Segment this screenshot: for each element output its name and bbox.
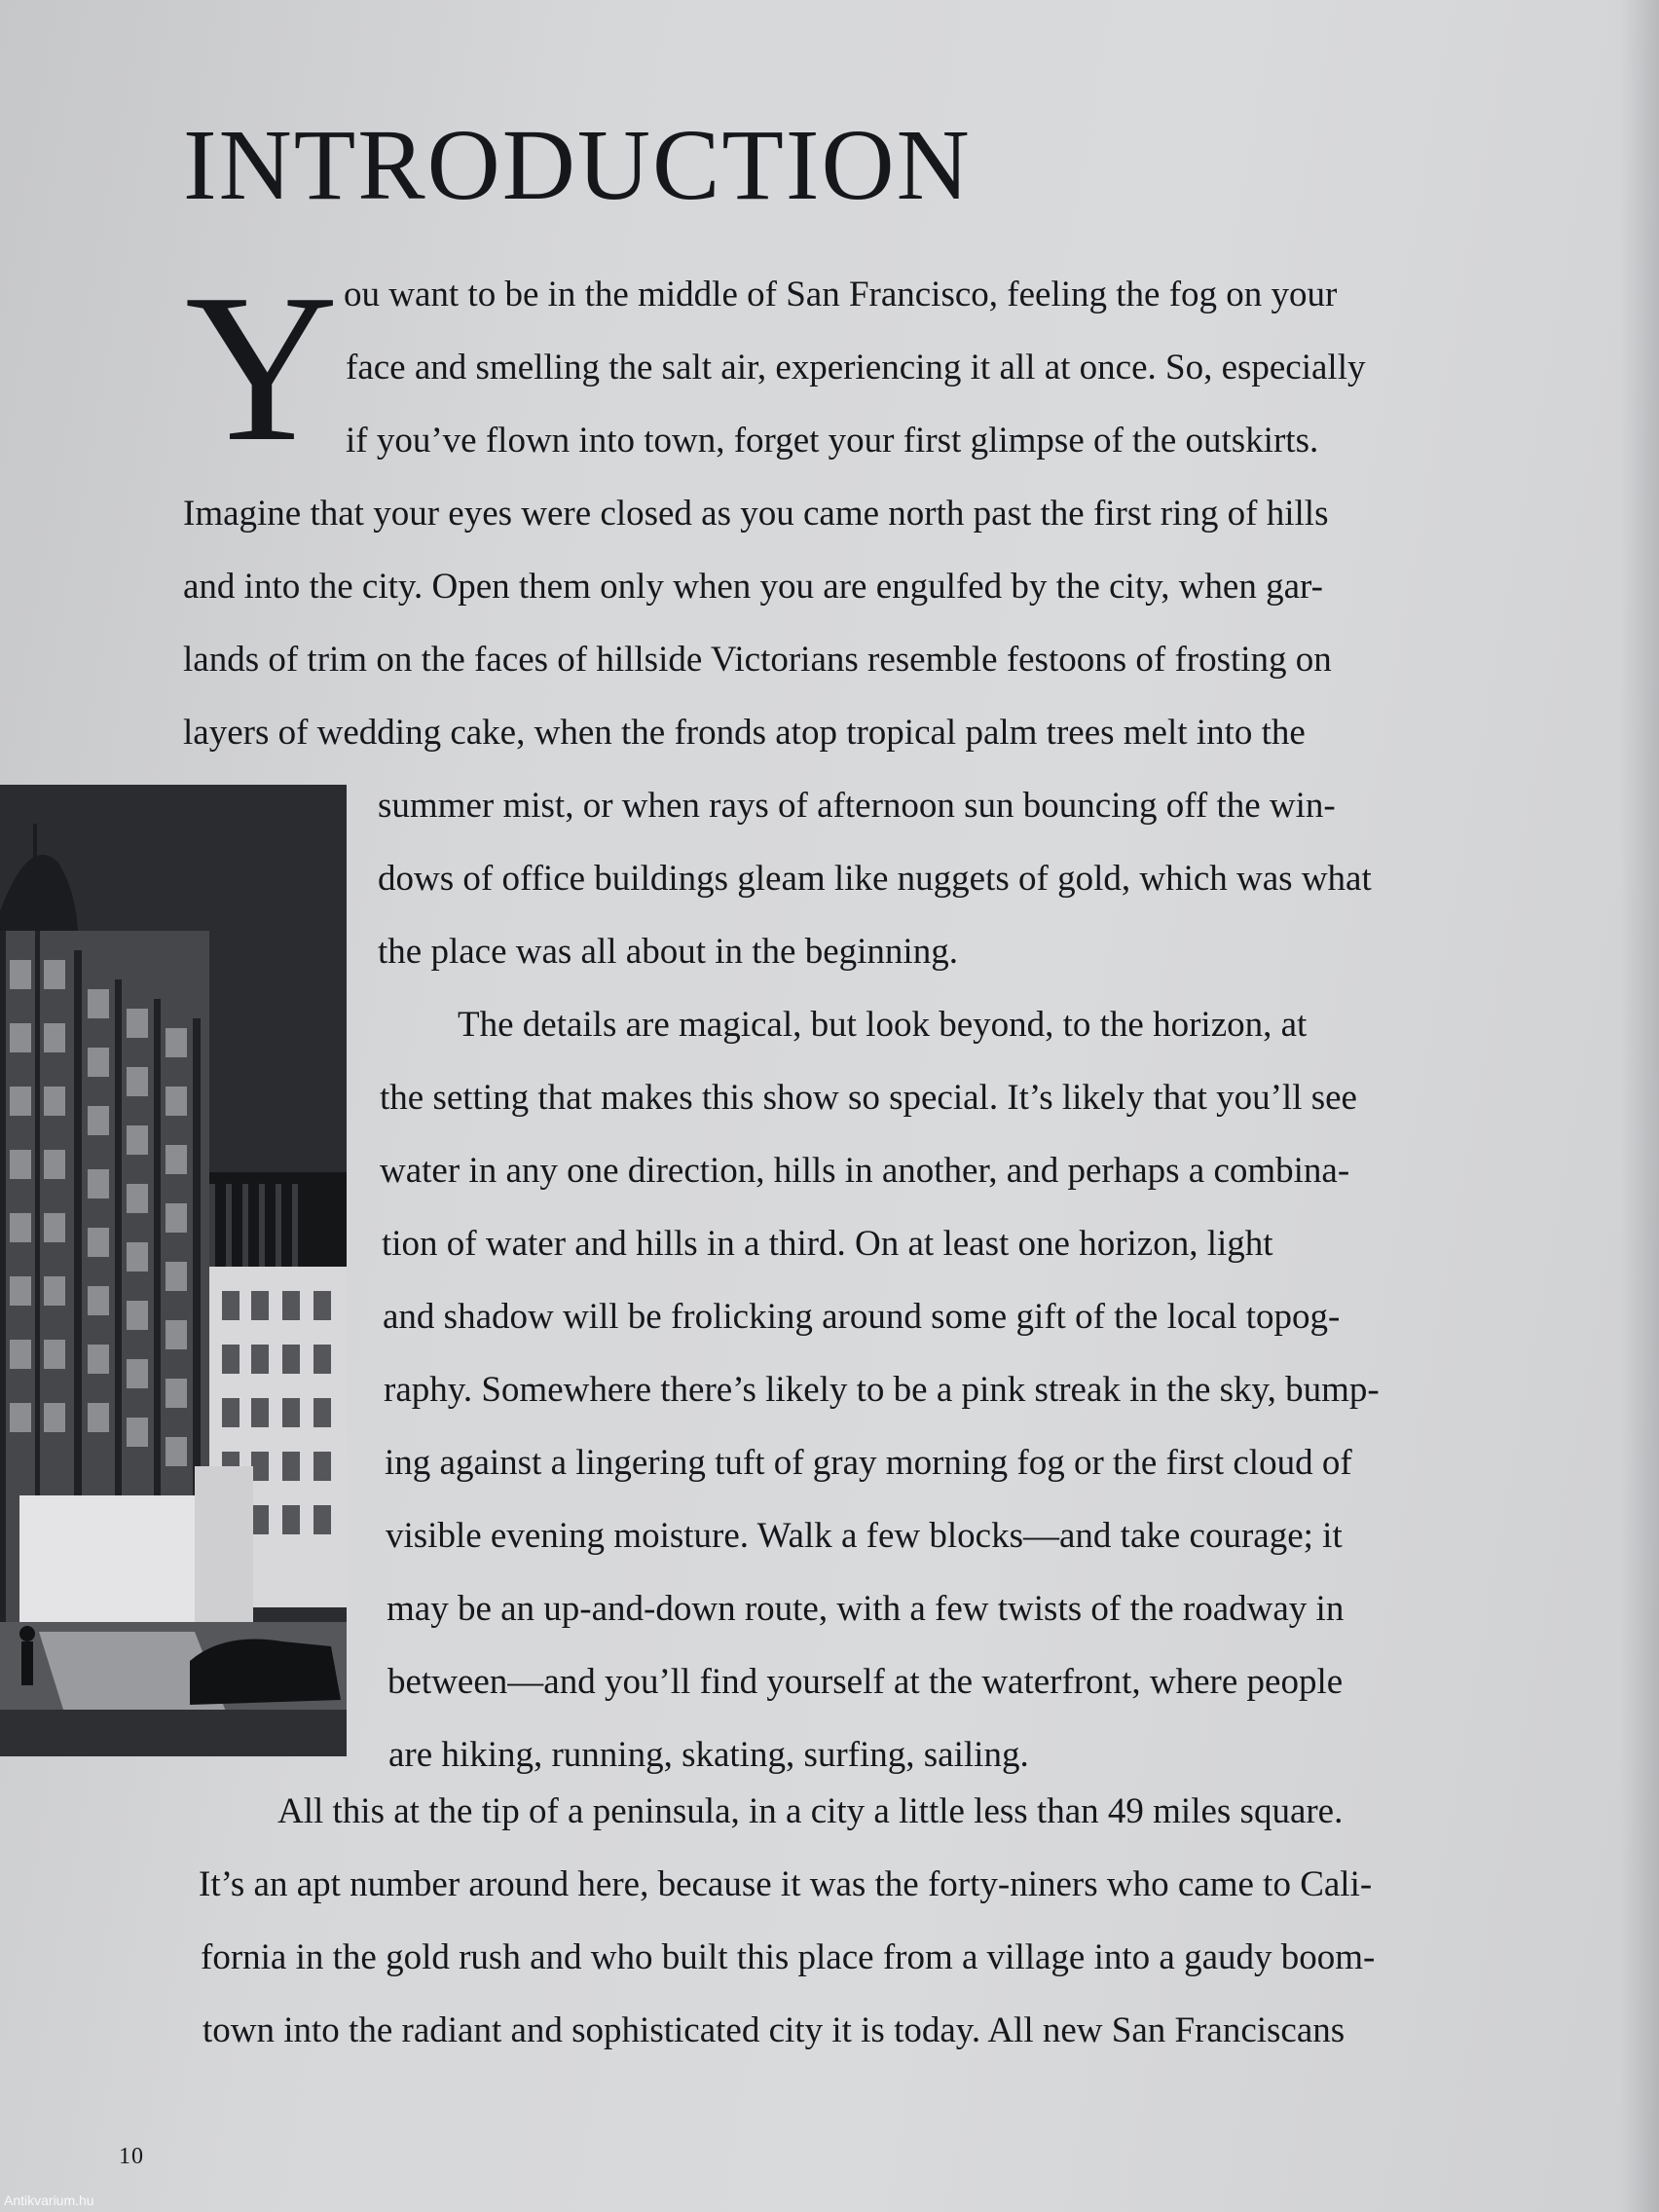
page-edge-shadow <box>1620 0 1659 2212</box>
text-line: ing against a lingering tuft of gray morning fog or the first cloud of <box>385 1443 1352 1483</box>
text-line: dows of office buildings gleam like nuggets of gold, which was what <box>378 859 1372 899</box>
text-line: It’s an apt number around here, because it was the forty-niners who came to Cali- <box>199 1864 1373 1904</box>
text-line: tion of water and hills in a third. On at least one horizon, light <box>382 1224 1273 1264</box>
text-line: water in any one direction, hills in another, and perhaps a combina- <box>380 1151 1350 1191</box>
text-line: face and smelling the salt air, experiencing it all at once. So, especially <box>346 348 1366 387</box>
text-line: if you’ve flown into town, forget your first glimpse of the outskirts. <box>346 421 1319 461</box>
text-line: Imagine that your eyes were closed as you came north past the first ring of hills <box>183 494 1329 534</box>
text-line: town into the radiant and sophisticated city it is today. All new San Franciscans <box>203 2010 1346 2050</box>
text-line: ou want to be in the middle of San Francisco, feeling the fog on your <box>344 275 1338 314</box>
text-line: the place was all about in the beginning. <box>378 932 958 972</box>
drop-cap: Y <box>185 251 339 486</box>
text-line: The details are magical, but look beyond, to the horizon, at <box>458 1005 1308 1045</box>
text-line: the setting that makes this show so special. It’s likely that you’ll see <box>380 1078 1357 1118</box>
text-line: fornia in the gold rush and who built this place from a village into a gaudy boom- <box>201 1937 1376 1977</box>
text-line: and into the city. Open them only when you are engulfed by the city, when gar- <box>183 567 1323 607</box>
text-line: summer mist, or when rays of afternoon sun bouncing off the win- <box>378 786 1336 826</box>
text-line: raphy. Somewhere there’s likely to be a pink streak in the sky, bump- <box>384 1370 1380 1410</box>
text-line: layers of wedding cake, when the fronds atop tropical palm trees melt into the <box>183 713 1306 753</box>
watermark-text: Antikvarium.hu <box>4 2193 94 2208</box>
text-line: and shadow will be frolicking around some gift of the local topog- <box>383 1297 1341 1337</box>
text-line: lands of trim on the faces of hillside Victorians resemble festoons of frosting on <box>183 640 1332 680</box>
building-photo <box>0 785 347 1756</box>
text-line: All this at the tip of a peninsula, in a city a little less than 49 miles square. <box>277 1791 1344 1831</box>
text-line: are hiking, running, skating, surfing, sailing. <box>388 1735 1029 1775</box>
text-line: may be an up-and-down route, with a few twists of the roadway in <box>387 1589 1345 1629</box>
chapter-heading: INTRODUCTION <box>183 109 972 221</box>
text-line: between—and you’ll find yourself at the waterfront, where people <box>387 1662 1344 1702</box>
text-line: visible evening moisture. Walk a few blocks—and take courage; it <box>386 1516 1343 1556</box>
page-number: 10 <box>119 2144 144 2169</box>
